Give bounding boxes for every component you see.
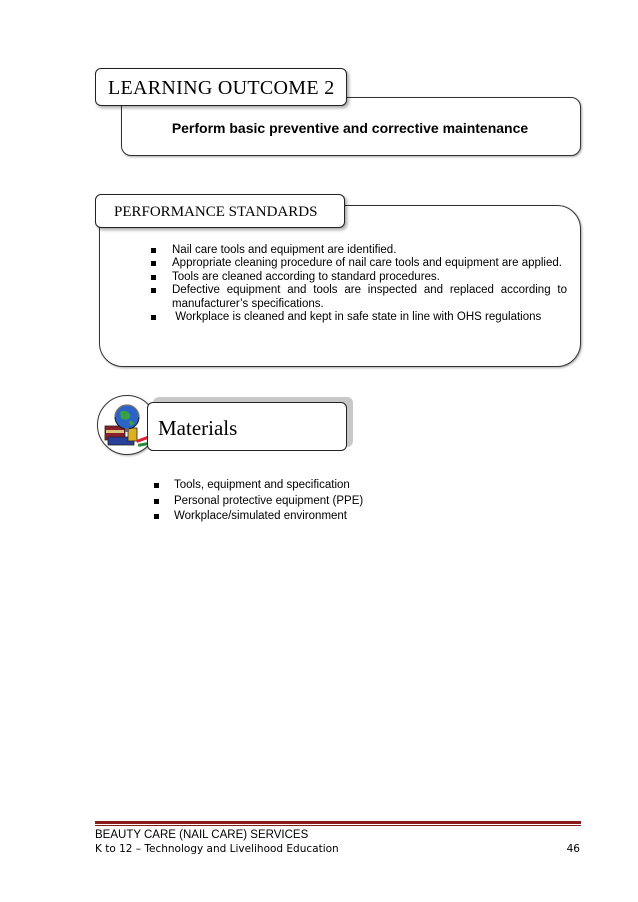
list-item: Personal protective equipment (PPE) — [153, 494, 363, 510]
footer-subtitle: K to 12 – Technology and Livelihood Education — [95, 843, 339, 855]
learning-outcome-text: Perform basic preventive and corrective maintenance — [171, 120, 529, 136]
page-number: 46 — [566, 843, 580, 855]
footer-title: BEAUTY CARE (NAIL CARE) SERVICES — [95, 829, 309, 841]
list-item: Tools are cleaned according to standard procedures. — [150, 271, 567, 284]
list-item: Workplace is cleaned and kept in safe state in line with OHS regulations — [150, 311, 567, 324]
list-item: Workplace/simulated environment — [153, 509, 363, 525]
list-item: Tools, equipment and specification — [153, 478, 363, 494]
footer-rule — [95, 821, 581, 824]
list-item: Defective equipment and tools are inspected and replaced according to manufacturer’s specifications. — [150, 284, 567, 311]
materials-heading: Materials — [147, 402, 347, 451]
performance-standards-heading: PERFORMANCE STANDARDS — [95, 194, 345, 228]
list-item: Nail care tools and equipment are identified. — [150, 244, 567, 257]
list-item: Appropriate cleaning procedure of nail care tools and equipment are applied. — [150, 257, 567, 270]
materials-list — [153, 478, 363, 525]
performance-standards-list — [150, 244, 567, 324]
learning-outcome-heading: LEARNING OUTCOME 2 — [95, 68, 347, 106]
footer-rule-thin — [95, 825, 581, 826]
